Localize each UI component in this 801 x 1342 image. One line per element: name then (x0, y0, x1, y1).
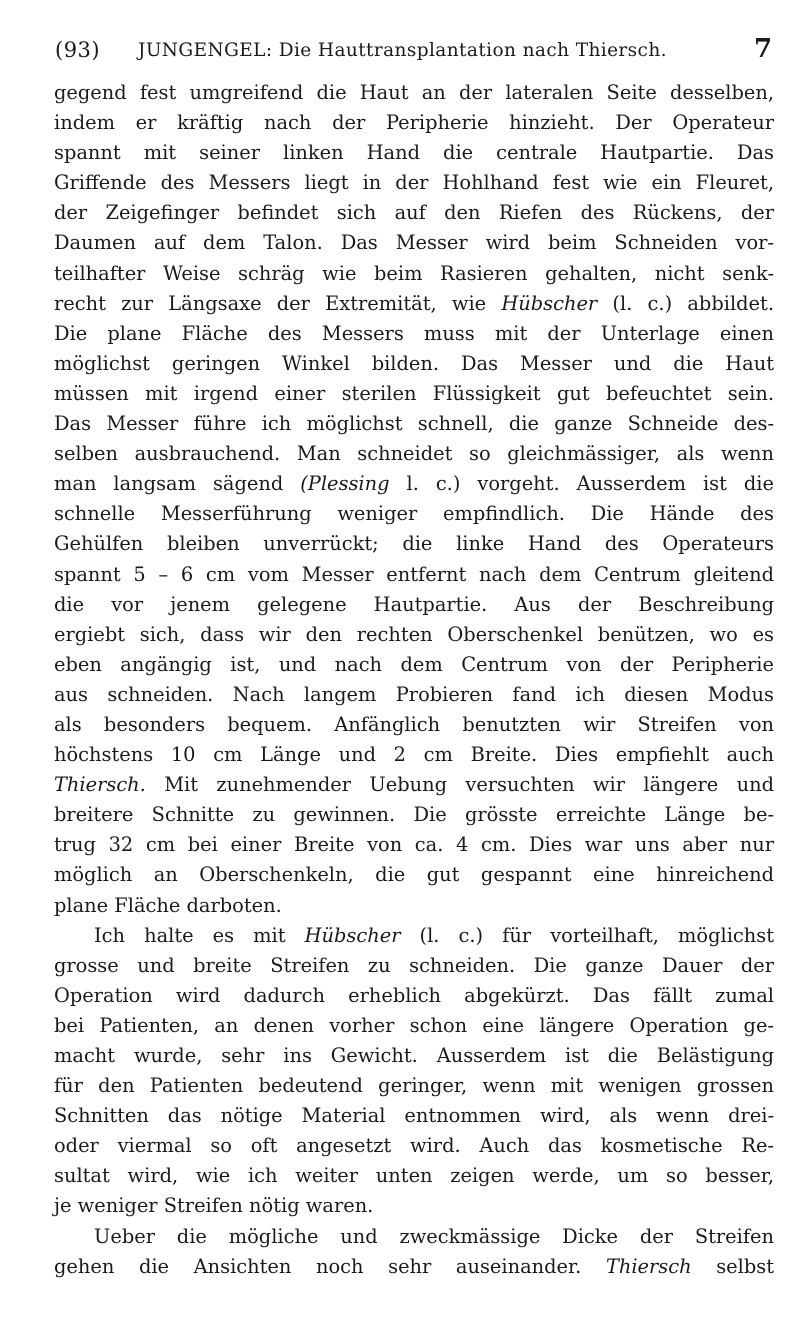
text-line: selben ausbrauchend. Man schneidet so gleichmässiger, als wenn (54, 442, 774, 466)
text-segment: l. c.) vorgeht. Ausserdem ist die (389, 472, 774, 496)
page-header (0, 30, 801, 70)
text-line: plane Fläche darboten. (54, 893, 282, 917)
text-segment: Ich halte es mit (94, 923, 305, 947)
italic-author-name: Hübscher (501, 291, 598, 315)
italic-author-name: Thiersch. (54, 773, 146, 797)
text-line: Gehülfen bleiben unverrückt; die linke Hand des Operateurs (54, 532, 774, 556)
text-line: höchstens 10 cm Länge und 2 cm Breite. Dies empfiehlt auch (54, 743, 774, 767)
text-line: ergiebt sich, dass wir den rechten Oberschenkel benützen, wo es (54, 622, 774, 646)
text-line (54, 1252, 774, 1282)
text-line: für den Patienten bedeutend geringer, wenn mit wenigen grossen (54, 1074, 774, 1098)
text-line: sultat wird, wie ich weiter unten zeigen werde, um so besser, (54, 1164, 774, 1188)
text-line (54, 469, 774, 499)
text-line: bei Patienten, an denen vorher schon eine längere Operation ge- (54, 1013, 774, 1037)
text-line: müssen mit irgend einer sterilen Flüssigkeit gut befeuchtet sein. (54, 381, 774, 405)
text-segment: man langsam sägend (54, 472, 301, 496)
text-line: macht wurde, sehr ins Gewicht. Ausserdem ist die Belästigung (54, 1044, 774, 1067)
text-line: teilhafter Weise schräg wie beim Rasieren gehalten, nicht senk- (54, 261, 774, 285)
text-segment: Mit zunehmender Uebung versuchten wir längere und (145, 773, 774, 797)
text-line: breitere Schnitte zu gewinnen. Die grösste erreichte Länge be- (54, 803, 774, 827)
page-mark: 7 (754, 34, 773, 64)
text-line: eben angängig ist, und nach dem Centrum von der Peripherie (54, 652, 774, 676)
page-number: (93) (55, 38, 101, 62)
text-segment: recht zur Längsaxe der Extremität, wie (54, 291, 502, 315)
text-line: möglich an Oberschenkeln, die gut gespannt eine hinreichend (54, 863, 774, 887)
text-line: spannt 5 – 6 cm vom Messer entfernt nach dem Centrum gleitend (54, 562, 774, 586)
text-line: trug 32 cm bei einer Breite von ca. 4 cm. Dies war uns aber nur (54, 833, 774, 857)
text-line: spannt mit seiner linken Hand die centrale Hautpartie. Das (54, 141, 774, 165)
text-line: Daumen auf dem Talon. Das Messer wird beim Schneiden vor- (54, 231, 774, 255)
text-line: grosse und breite Streifen zu schneiden. Die ganze Dauer der (54, 953, 774, 977)
text-line: Das Messer führe ich möglichst schnell, die ganze Schneide des- (54, 412, 774, 436)
text-line: je weniger Streifen nötig waren. (54, 1194, 374, 1218)
text-segment: (l. c.) für vorteilhaft, möglichst (400, 923, 774, 947)
text-line: möglichst geringen Winkel bilden. Das Messer und die Haut (54, 351, 774, 375)
text-line: Schnitten das nötige Material entnommen wird, als wenn drei- (54, 1104, 774, 1128)
text-line: gegend fest umgreifend die Haut an der lateralen Seite desselben, (54, 81, 774, 104)
text-line: aus schneiden. Nach langem Probieren fand ich diesen Modus (54, 682, 774, 706)
text-segment: gehen die Ansichten noch sehr auseinander. (54, 1254, 606, 1278)
italic-author-name: (Plessing (300, 472, 390, 496)
text-line: Ueber die mögliche und zweckmässige Dicke der Streifen (94, 1224, 774, 1248)
text-line (54, 289, 774, 319)
text-line (54, 770, 774, 800)
running-title: JUNGENGEL: Die Hauttransplantation nach Thiersch. (138, 40, 667, 61)
text-line: die vor jenem gelegene Hautpartie. Aus der Beschreibung (54, 592, 774, 616)
text-line: der Zeigefinger befindet sich auf den Riefen des Rückens, der (54, 201, 774, 225)
text-line: indem er kräftig nach der Peripherie hinzieht. Der Operateur (54, 111, 774, 135)
text-line: oder viermal so oft angesetzt wird. Auch das kosmetische Re- (54, 1134, 774, 1158)
text-line: schnelle Messerführung weniger empfindlich. Die Hände des (54, 502, 774, 526)
text-segment: (l. c.) abbildet. (597, 291, 774, 315)
text-segment: selbst (691, 1254, 775, 1278)
body-text (54, 78, 774, 1282)
text-line: Operation wird dadurch erheblich abgekürzt. Das fällt zumal (54, 983, 774, 1007)
text-line: Griffende des Messers liegt in der Hohlhand fest wie ein Fleuret, (54, 171, 774, 195)
text-line: Die plane Fläche des Messers muss mit der Unterlage einen (54, 321, 774, 345)
text-line: als besonders bequem. Anfänglich benutzten wir Streifen von (54, 712, 774, 736)
italic-author-name: Thiersch (605, 1254, 692, 1278)
italic-author-name: Hübscher (304, 923, 401, 947)
text-line (54, 921, 774, 951)
